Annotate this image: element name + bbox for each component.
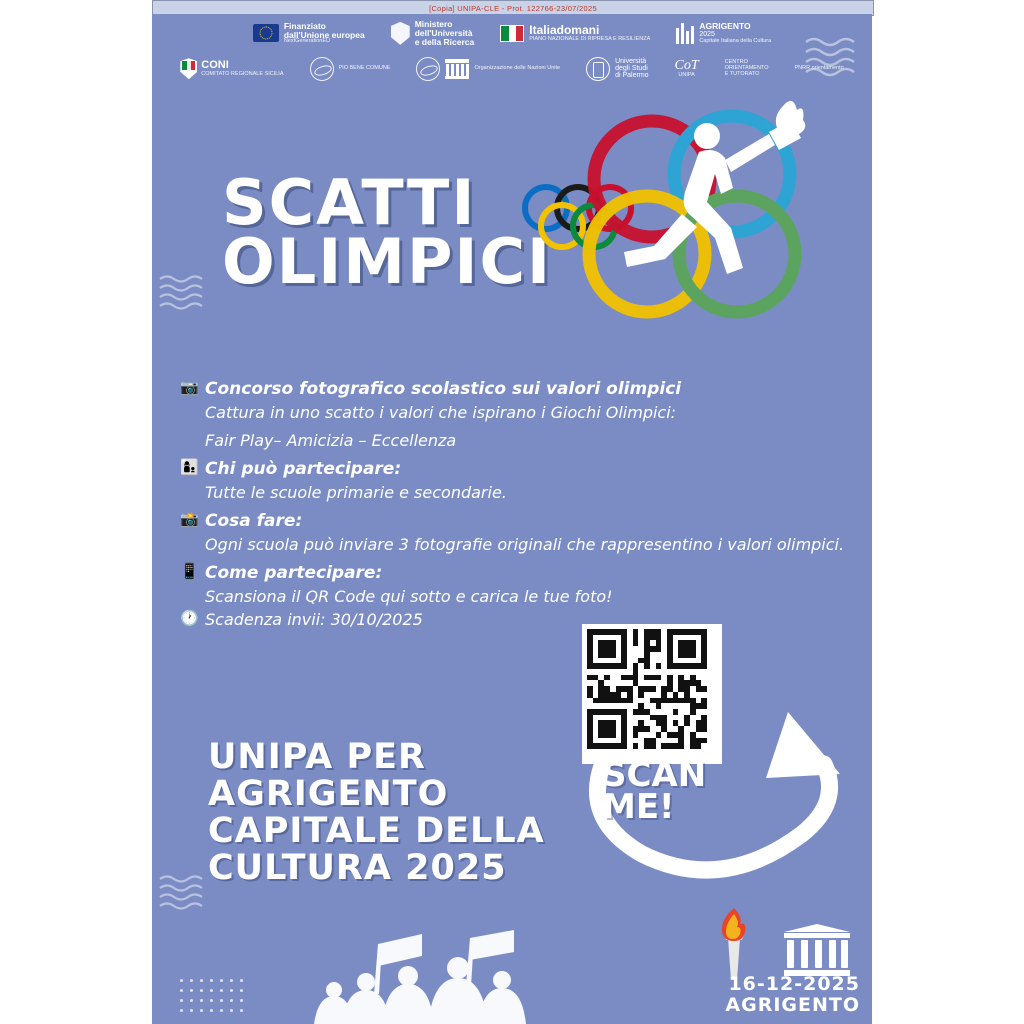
deadline-row — [180, 610, 850, 629]
italiadomani-line1: Italiadomani — [529, 23, 600, 38]
wave-decor-left — [158, 274, 204, 310]
sponsor-logo-strip — [152, 20, 872, 81]
pnrr-orientamento-label — [794, 66, 843, 72]
poster-body — [152, 14, 872, 1024]
agrigento-line1: AGRIGENTO — [699, 21, 751, 32]
agrigento-line3: Capitale Italiana della Cultura — [699, 37, 772, 44]
clock-icon: 🕐 — [180, 610, 199, 627]
campaign-title — [208, 739, 545, 887]
campaign-title-line-3: CAPITALE DELLA — [208, 811, 545, 852]
campaign-title-line-4: CULTURA 2025 — [208, 848, 507, 889]
centro-orientamento-logo — [725, 60, 769, 77]
eu-logo-line2: dall'Unione europea — [283, 29, 365, 40]
who-row — [180, 459, 850, 479]
poster-headline — [222, 166, 553, 298]
unipa-seal-icon — [586, 57, 610, 81]
what-title: Cosa fare: — [205, 511, 303, 531]
unesco-circle-icon — [416, 57, 440, 81]
headline-line-1: SCATTI — [222, 166, 477, 239]
agrigento-line2: 2025 — [699, 31, 715, 39]
scan-me-line-1: SCAN — [602, 755, 707, 795]
coni-shield-icon — [180, 58, 197, 79]
what-text: Ogni scuola può inviare 3 fotografie originali che rappresentino i valori olimpici. — [205, 535, 845, 554]
mobile-phone-icon: 📱 — [180, 563, 199, 580]
coni-line2: COMITATO REGIONALE SICILIA — [201, 70, 284, 77]
campaign-title-line-1: UNIPA PER — [208, 737, 426, 777]
unipa-line3: di Palermo — [615, 72, 649, 80]
logo-row-1 — [152, 20, 872, 47]
torch-runner-emblem-icon — [547, 94, 837, 334]
who-text: Tutte le scuole primarie e secondarie. — [205, 483, 507, 502]
dot-grid-decor — [180, 979, 243, 1012]
logo-row-2 — [152, 57, 872, 81]
temple-icon — [784, 924, 850, 976]
ministero-logo — [391, 20, 475, 47]
cot-unipa-logo — [675, 59, 699, 79]
centro-line2: ORIENTAMENTO — [724, 64, 769, 71]
who-title: Chi può partecipare: — [205, 459, 402, 479]
pio-bene-comune-logo — [310, 57, 391, 81]
pio-label: PIO BENE COMUNE — [338, 64, 391, 71]
eu-flag-logo — [253, 22, 365, 46]
centro-line3: E TUTORATO — [724, 70, 760, 77]
scan-me-label — [602, 755, 707, 828]
event-date-badge — [725, 974, 860, 1016]
unesco-temple-icon — [445, 59, 469, 79]
wave-decor-bottom-left — [158, 874, 204, 910]
intro-line-1: Cattura in uno scatto i valori che ispirano i Giochi Olimpici: — [205, 403, 677, 422]
agrigento-columns-icon — [676, 22, 694, 44]
ministero-line2: dell'Università — [414, 27, 473, 38]
crowd-silhouette-decor — [282, 924, 582, 1024]
centro-line1: CENTRO — [724, 59, 748, 66]
unipa-line1: Università — [615, 57, 647, 65]
scan-me-line-2: ME! — [602, 787, 675, 828]
subtitle-row — [180, 379, 850, 399]
torch-icon — [714, 908, 754, 982]
how-text: Scansiona il QR Code qui sotto e carica le tue foto! — [205, 587, 613, 606]
unesco-label: Organizzazione delle Nazioni Unite — [474, 64, 561, 71]
unipa-logo — [586, 57, 648, 81]
cot-line2: UNIPA — [678, 72, 695, 79]
deadline-text: Scadenza invii: 30/10/2025 — [205, 610, 423, 629]
protocol-stamp-text: [Copia] UNIPA-CLE - Prot. 122766-23/07/2025 — [429, 3, 597, 13]
eu-logo-line1: Finanziato — [283, 20, 326, 31]
how-title: Come partecipare: — [205, 563, 383, 583]
pio-circle-icon — [310, 57, 334, 81]
headline-line-2: OLIMPICI — [222, 224, 553, 298]
italy-flag-icon — [500, 25, 524, 42]
unipa-line2: degli Studi — [615, 65, 648, 73]
qr-code[interactable] — [582, 624, 722, 764]
republic-crest-icon — [391, 22, 410, 45]
coni-line1: CONI — [201, 59, 229, 72]
how-row — [180, 563, 850, 583]
camera-icon: 📷 — [180, 379, 199, 396]
coni-logo — [180, 58, 283, 79]
event-city: AGRIGENTO — [725, 994, 860, 1017]
ministero-line3: e della Ricerca — [414, 36, 475, 47]
intro-line-2: Fair Play– Amicizia – Eccellenza — [205, 431, 457, 450]
what-row — [180, 511, 850, 531]
people-icon: 👩‍👦 — [180, 459, 199, 476]
cot-line1: CoT — [674, 57, 699, 73]
eu-flag-icon — [253, 24, 279, 42]
eu-logo-line3: NextGenerationEU — [283, 38, 330, 45]
italiadomani-logo — [500, 24, 650, 42]
poster-body-text — [180, 379, 850, 633]
pnrr-label: PNRR orientamento — [794, 64, 844, 71]
ministero-line1: Ministero — [414, 19, 453, 29]
campaign-title-line-2: AGRIGENTO — [208, 774, 449, 815]
event-date: 16-12-2025 — [728, 973, 860, 996]
qr-code-matrix — [587, 629, 707, 749]
unesco-logo — [416, 57, 560, 81]
contest-subtitle: Concorso fotografico scolastico sui valori olimpici — [205, 379, 682, 399]
italiadomani-line2: PIANO NAZIONALE DI RIPRESA E RESILIENZA — [529, 35, 651, 42]
camera-flash-icon: 📸 — [180, 511, 199, 528]
agrigento-2025-logo — [676, 22, 771, 44]
